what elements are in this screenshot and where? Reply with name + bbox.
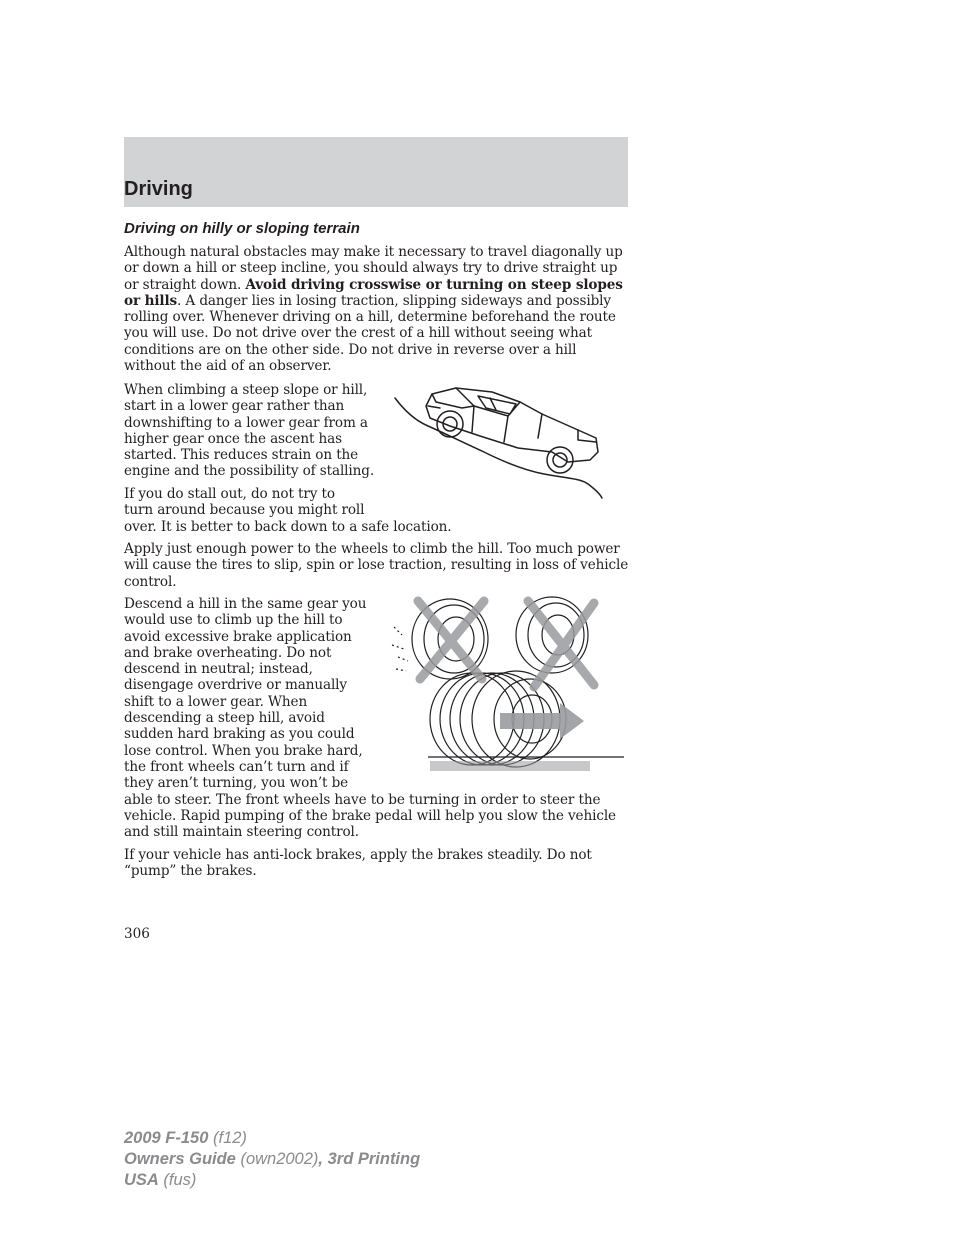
- text-line: descend in neutral; instead,: [124, 661, 313, 678]
- wheel-braking-illustration: [390, 595, 626, 781]
- text-line: and brake overheating. Do not: [124, 644, 332, 661]
- paragraph-climbing: [124, 382, 394, 480]
- text-line: the front wheels can’t turn and if: [124, 758, 349, 775]
- text-line: higher gear once the ascent has: [124, 430, 342, 447]
- footer-line-3: [124, 1170, 420, 1191]
- paragraph-text: . A danger lies in losing traction, slipping sideways and possibly rolling over. Whenever driving on a hill, determine beforehand the route you will use. Do not drive over the crest of a hill without seeing what conditions are on the other side. Do not drive in reverse over a hill without the aid of an observer.: [124, 292, 616, 375]
- text-line: started. This reduces strain on the: [124, 447, 359, 464]
- footer-guide-code: (own2002): [235, 1150, 319, 1168]
- footer-line-2: [124, 1149, 420, 1170]
- section-title: Driving: [124, 178, 193, 200]
- paragraph-power: Apply just enough power to the wheels to climb the hill. Too much power will cause the tires to slip, spin or lose traction, resulting in loss of vehicle control.: [124, 541, 629, 590]
- footer-printing: , 3rd Printing: [318, 1150, 421, 1168]
- section-header-band: [124, 137, 628, 207]
- text-line: disengage overdrive or manually: [124, 677, 347, 694]
- text-line: downshifting to a lower gear from a: [124, 414, 368, 431]
- text-line: avoid excessive brake application: [124, 628, 352, 645]
- text-line: engine and the possibility of stalling.: [124, 463, 375, 480]
- paragraph-warning-bold: Avoid driving crosswise or turning on steep slopes or hills: [124, 276, 623, 309]
- text-line: over. It is better to back down to a safe location.: [124, 518, 452, 535]
- footer-line-1: [124, 1128, 420, 1149]
- text-line: sudden hard braking as you could: [124, 726, 355, 743]
- text-line: Descend a hill in the same gear you: [124, 596, 367, 612]
- footer-guide: Owners Guide: [124, 1150, 236, 1168]
- footer-code: (f12): [208, 1129, 247, 1147]
- text-line: they aren’t turning, you won’t be: [124, 775, 349, 792]
- text-line: would use to climb up the hill to: [124, 612, 343, 629]
- paragraph-stalling: [124, 486, 484, 535]
- paragraph-anti-lock: If your vehicle has anti-lock brakes, apply the brakes steadily. Do not “pump” the brakes.: [124, 847, 592, 880]
- footer-model: 2009 F-150: [124, 1129, 209, 1147]
- paragraph-continued: able to steer. The front wheels have to be turning in order to steer the vehicle. Rapid pumping of the brake pedal will help you slow the vehicle and still maintain steering control.: [124, 791, 616, 841]
- text-line: When climbing a steep slope or hill,: [124, 382, 368, 398]
- truck-on-hill-illustration: [392, 380, 610, 502]
- paragraph-hill-intro: [124, 244, 630, 374]
- footer-market: USA: [124, 1171, 159, 1189]
- subheading: Driving on hilly or sloping terrain: [124, 220, 360, 237]
- text-line: shift to a lower gear. When: [124, 693, 308, 710]
- page-number: 306: [124, 926, 150, 942]
- footer-market-code: (fus): [158, 1171, 197, 1189]
- text-line: start in a lower gear rather than: [124, 398, 345, 415]
- text-line: lose control. When you brake hard,: [124, 742, 363, 759]
- document-footer: [124, 1128, 420, 1191]
- text-line: turn around because you might roll: [124, 502, 365, 519]
- paragraph-text: Although natural obstacles may make it necessary to travel diagonally up or down a hill or steep incline, you should always try to drive straight up or straight down.: [124, 244, 623, 293]
- text-line: descending a steep hill, avoid: [124, 710, 325, 727]
- text-line: If you do stall out, do not try to: [124, 486, 335, 502]
